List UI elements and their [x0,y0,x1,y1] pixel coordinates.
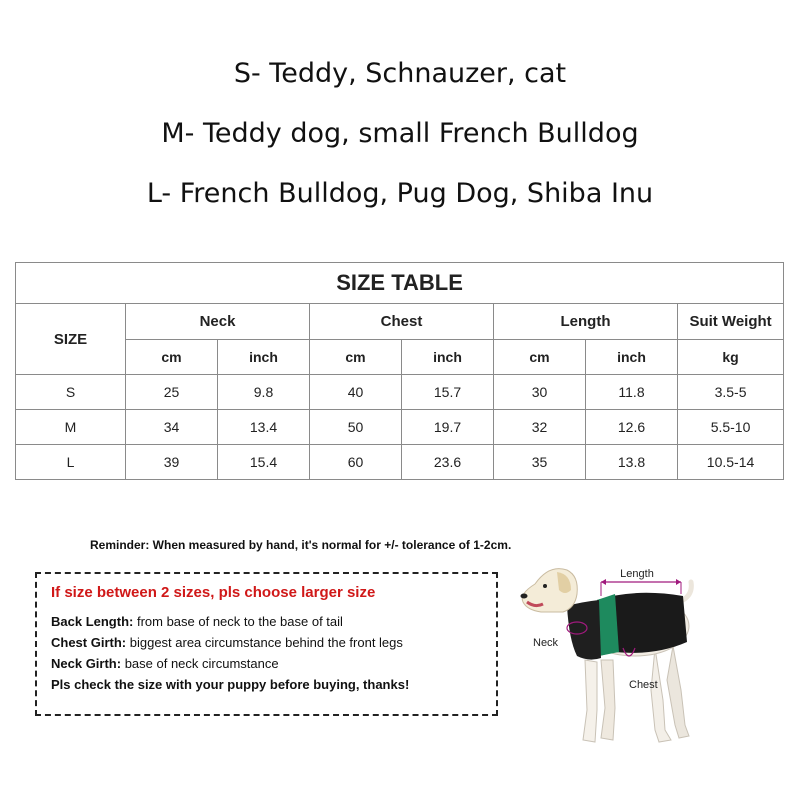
sizing-notice-box [35,572,498,716]
table-cell: 35 [494,445,586,480]
neck-girth-text: base of neck circumstance [121,656,279,671]
table-cell: 23.6 [402,445,494,480]
group-header-suit-weight: Suit Weight [678,304,784,340]
unit-header: inch [402,340,494,375]
table-cell: 3.5-5 [678,375,784,410]
length-label: Length [620,568,654,580]
table-cell: 12.6 [586,410,678,445]
neck-girth-line [51,653,482,674]
table-cell: 15.7 [402,375,494,410]
neck-girth-label: Neck Girth: [51,656,122,671]
back-length-line [51,611,482,632]
table-cell: 13.8 [586,445,678,480]
group-header-chest: Chest [310,304,494,340]
dog-illustration [505,560,695,760]
table-cell: 25 [126,375,218,410]
fit-line-medium: M- Teddy dog, small French Bulldog [161,118,639,149]
chest-girth-text: biggest area circumstance behind the front legs [126,635,403,650]
table-cell: 30 [494,375,586,410]
table-cell: 39 [126,445,218,480]
chest-label: Chest [629,679,658,691]
table-cell: 60 [310,445,402,480]
table-row [16,445,784,480]
unit-header: inch [218,340,310,375]
unit-header: cm [126,340,218,375]
table-cell: 11.8 [586,375,678,410]
table-cell: 15.4 [218,445,310,480]
table-cell: 5.5-10 [678,410,784,445]
unit-header: kg [678,340,784,375]
chest-girth-label: Chest Girth: [51,635,127,650]
table-row [16,375,784,410]
unit-header: inch [586,340,678,375]
dog-measurement-diagram [505,560,695,760]
back-length-label: Back Length: [51,614,134,629]
size-table [15,262,784,480]
unit-header: cm [494,340,586,375]
fit-line-small: S- Teddy, Schnauzer, cat [233,58,567,89]
table-cell: 10.5-14 [678,445,784,480]
table-cell: 50 [310,410,402,445]
table-cell: 40 [310,375,402,410]
back-length-text: from base of neck to the base of tail [133,614,343,629]
table-cell: 34 [126,410,218,445]
group-header-length: Length [494,304,678,340]
table-cell: 13.4 [218,410,310,445]
notice-final-line: Pls check the size with your puppy before buying, thanks! [51,677,410,692]
size-cell: M [16,410,126,445]
table-cell: 32 [494,410,586,445]
table-cell: 9.8 [218,375,310,410]
size-column-header: SIZE [16,304,126,375]
size-cell: L [16,445,126,480]
size-cell: S [16,375,126,410]
chest-girth-line [51,632,482,653]
notice-title: If size between 2 sizes, pls choose larger size [51,584,376,601]
measurement-reminder: Reminder: When measured by hand, it's normal for +/- tolerance of 1-2cm. [90,538,512,552]
fit-line-large: L- French Bulldog, Pug Dog, Shiba Inu [146,178,654,209]
unit-header: cm [310,340,402,375]
group-header-neck: Neck [126,304,310,340]
table-title: SIZE TABLE [16,263,784,304]
table-row [16,410,784,445]
neck-label: Neck [533,637,559,649]
table-cell: 19.7 [402,410,494,445]
